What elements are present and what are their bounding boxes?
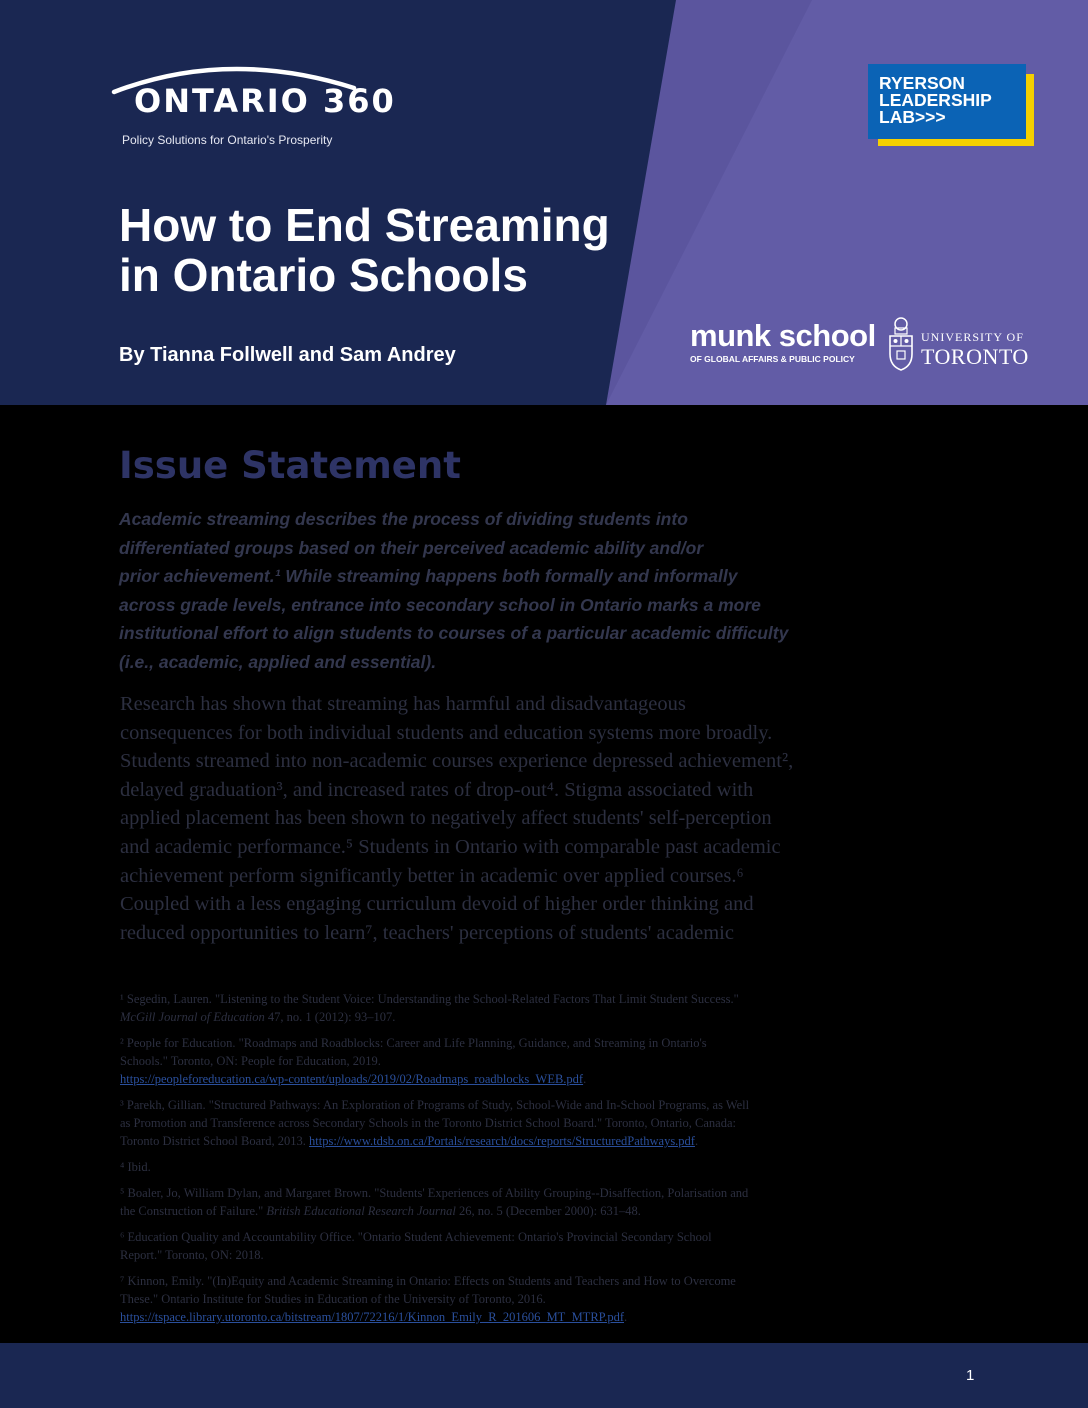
footnote-link[interactable]: https://www.tdsb.on.ca/Portals/research/docs/reports/StructuredPathways.pdf (309, 1134, 695, 1148)
document-title (119, 200, 659, 300)
footnote-6 (120, 1228, 850, 1264)
footnote-line: ⁴ Ibid. (120, 1160, 151, 1174)
footnote-line: https://tspace.library.utoronto.ca/bitstream/1807/72216/1/Kinnon_Emily_R_201606_MT_MTRP.pdf. (120, 1310, 628, 1324)
ryerson-leadership-lab-logo (868, 64, 1034, 146)
body-line: Coupled with a less engaging curriculum devoid of higher order thinking and (120, 893, 754, 916)
ryerson-logo-text (879, 75, 992, 126)
title-line-1: How to End Streaming (119, 199, 610, 251)
ontario-360-logo (108, 62, 396, 132)
body-line: reduced opportunities to learn⁷, teachers' perceptions of students' academic (120, 921, 734, 944)
footer-bar (0, 1343, 1088, 1408)
title-line-2: in Ontario Schools (119, 249, 528, 301)
uoft-university-of: UNIVERSITY OF (921, 330, 1024, 344)
body-line: Research has shown that streaming has harmful and disadvantageous (120, 693, 686, 715)
body-line: achievement perform significantly better in academic over applied courses.⁶ (120, 864, 744, 887)
journal-title: British Educational Research Journal (266, 1204, 456, 1218)
body-paragraph (120, 690, 860, 947)
munk-school-subtitle: OF GLOBAL AFFAIRS & PUBLIC POLICY (690, 354, 855, 364)
footnote-line: ⁷ Kinnon, Emily. "(In)Equity and Academic Streaming in Ontario: Effects on Students and Teachers and How to Overcome (120, 1274, 736, 1288)
footnote-line: Report." Toronto, ON: 2018. (120, 1248, 264, 1262)
footnote-line: ⁶ Education Quality and Accountability Office. "Ontario Student Achievement: Ontario's Provincial Secondary School (120, 1230, 712, 1244)
body-line: delayed graduation³, and increased rates of drop-out⁴. Stigma associated with (120, 778, 754, 801)
footnote-5 (120, 1184, 850, 1220)
logo-blue-box (868, 64, 1026, 139)
logo-text: ONTARIO 360 (134, 82, 396, 120)
footnote-line: ² People for Education. "Roadmaps and Roadblocks: Career and Life Planning, Guidance, and Streaming in Ontario's (120, 1036, 707, 1050)
lead-line: differentiated groups based on their perceived academic ability and/or (119, 537, 704, 558)
byline: By Tianna Follwell and Sam Andrey (119, 344, 456, 366)
lead-line: prior achievement.¹ While streaming happens both formally and informally (119, 566, 738, 587)
lead-line: (i.e., academic, applied and essential). (119, 651, 437, 672)
footnote-line: https://peopleforeducation.ca/wp-content/uploads/2019/02/Roadmaps_roadblocks_WEB.pdf. (120, 1072, 587, 1086)
journal-title: McGill Journal of Education (120, 1010, 265, 1024)
ryerson-line-2: LEADERSHIP (879, 90, 992, 110)
uoft-crest-icon (887, 314, 915, 372)
footnote-line: as Promotion and Transference across Secondary Schools in the Toronto District School Board." Toronto, Ontario, Canada: (120, 1116, 736, 1130)
citation-details: 26, no. 5 (December 2000): 631–48. (455, 1204, 641, 1218)
footnote-link[interactable]: https://peopleforeducation.ca/wp-content/uploads/2019/02/Roadmaps_roadblocks_WEB.pdf (120, 1072, 584, 1086)
body-line: applied placement has been shown to negatively affect students' self-perception (120, 807, 772, 830)
footnote-line: Schools." Toronto, ON: People for Education, 2019. (120, 1054, 381, 1068)
munk-school-name: munk school (690, 318, 876, 353)
footnotes (120, 990, 850, 1334)
footnote-line: Toronto District School Board, 2013. https://www.tdsb.on.ca/Portals/research/docs/reports/StructuredPathways.pdf. (120, 1134, 699, 1148)
footnote-line: ⁵ Boaler, Jo, William Dylan, and Margaret Brown. "Students' Experiences of Ability Grouping--Disaffection, Polarisation and (120, 1186, 749, 1200)
footnote-4 (120, 1158, 850, 1176)
footnote-line (120, 1008, 850, 1026)
page-number: 1 (966, 1367, 975, 1384)
footnote-7 (120, 1272, 850, 1326)
uoft-toronto: TORONTO (921, 344, 1029, 369)
body-line: consequences for both individual students and education systems more broadly. (120, 721, 773, 744)
citation-details: the Construction of Failure." (120, 1204, 267, 1218)
body-line: Students streamed into non-academic courses experience depressed achievement², (120, 750, 794, 773)
footnote-line: These." Ontario Institute for Studies in Education of the University of Toronto, 2016. (120, 1292, 546, 1306)
citation-details: Toronto District School Board, 2013. (120, 1134, 310, 1148)
lead-paragraph (119, 505, 859, 677)
footnote-2 (120, 1034, 850, 1088)
footnote-line: ¹ Segedin, Lauren. "Listening to the Student Voice: Understanding the School-Related Factors That Limit Student Success." (120, 992, 739, 1006)
footnote-line: ³ Parekh, Gillian. "Structured Pathways: An Exploration of Programs of Study, School-Wide and In-School Programs, as Well (120, 1098, 750, 1112)
footnote-3 (120, 1096, 850, 1150)
footnote-line (120, 1202, 850, 1220)
footnote-link[interactable]: https://tspace.library.utoronto.ca/bitstream/1807/72216/1/Kinnon_Emily_R_201606_MT_MTRP.pdf (120, 1310, 625, 1324)
header-banner (0, 0, 1088, 405)
uoft-logo-text (921, 330, 1029, 369)
tagline: Policy Solutions for Ontario's Prosperity (122, 133, 333, 147)
ryerson-line-1: RYERSON (879, 73, 965, 93)
lead-line: Academic streaming describes the process of dividing students into (119, 509, 688, 529)
body-line: and academic performance.⁵ Students in Ontario with comparable past academic (120, 835, 781, 858)
section-title: Issue Statement (119, 444, 461, 487)
munk-school-logo (690, 318, 876, 364)
lead-line: institutional effort to align students to courses of a particular academic difficulty (119, 623, 789, 644)
citation-details: 47, no. 1 (2012): 93–107. (264, 1010, 396, 1024)
footnote-1 (120, 990, 850, 1026)
lead-line: across grade levels, entrance into secondary school in Ontario marks a more (119, 594, 761, 615)
ryerson-line-3: LAB>>> (879, 107, 946, 127)
